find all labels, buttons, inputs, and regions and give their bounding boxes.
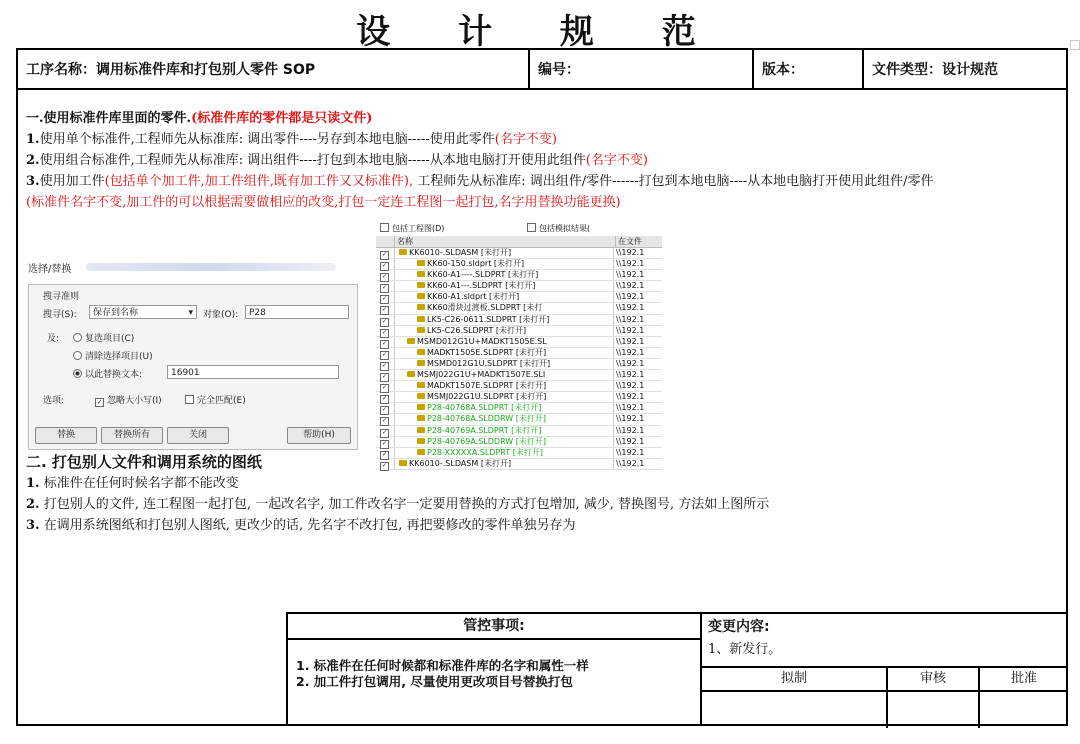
change-title: 变更内容: — [708, 619, 770, 635]
row-path: \\192.1 — [616, 314, 645, 324]
check-icon: ✓ — [96, 398, 103, 406]
row-name — [395, 248, 614, 258]
row-checkbox[interactable] — [376, 426, 395, 436]
table-row[interactable] — [376, 270, 662, 281]
part-icon — [417, 271, 425, 277]
row-name — [395, 348, 614, 358]
row-name — [395, 392, 614, 402]
row-name — [395, 281, 614, 291]
s1-item-3-note: (包括单个加工件,加工件组件,既有加工件又又标准件), — [104, 174, 414, 189]
control-title: 管控事项: — [288, 614, 700, 640]
row-name — [395, 414, 614, 424]
row-checkbox[interactable] — [376, 381, 395, 391]
row-name-text: P28-40768A.SLDDRW [未打开] — [427, 414, 546, 424]
pack-file-list-screenshot — [376, 222, 662, 469]
s2-item-1-num: 1. — [26, 476, 40, 491]
row-path: \\192.1 — [616, 259, 645, 269]
row-path: \\192.1 — [616, 447, 645, 457]
row-path: \\192.1 — [616, 425, 645, 435]
search-select-value: 保存到名称 — [93, 308, 139, 318]
part-icon — [399, 249, 407, 255]
part-icon — [417, 404, 425, 410]
doc-version: 版本： — [754, 50, 864, 88]
row-name — [395, 337, 614, 347]
s1-item-2 — [26, 150, 1060, 171]
part-icon — [417, 282, 425, 288]
table-row[interactable] — [376, 414, 662, 425]
chevron-down-icon: ▾ — [188, 308, 193, 318]
row-path: \\192.1 — [616, 358, 645, 368]
radio-checked-icon — [73, 369, 82, 378]
row-checkbox[interactable] — [376, 392, 395, 402]
dialog-caption: 选择/替换 — [28, 264, 72, 275]
s1-item-1-note: (名字不变) — [494, 132, 557, 147]
row-checkbox[interactable] — [376, 259, 395, 269]
row-checkbox[interactable] — [376, 303, 395, 313]
s2-item-2-text: 打包别人的文件, 连工程图一起打包, 一起改名字, 加工件改名字一定要用替换的方式打包增加, 减少, 替换图号, 方法如上图所示 — [39, 497, 770, 512]
check-icon: ✓ — [381, 306, 388, 314]
part-icon — [417, 349, 425, 355]
s2-item-1-text: 标准件在任何时候名字都不能改变 — [39, 476, 239, 491]
change-value: 1、新发行。 — [708, 642, 782, 657]
part-icon — [417, 327, 425, 333]
check-icon: ✓ — [381, 251, 388, 258]
check-icon: ✓ — [381, 328, 388, 336]
row-name — [395, 381, 614, 391]
signature-grid — [702, 666, 1068, 728]
table-row[interactable] — [376, 259, 662, 270]
ignore-case-label: 忽略大小写(I) — [107, 396, 162, 406]
row-name-text: KK60-150.sldprt [未打开] — [427, 259, 525, 269]
table-row[interactable] — [376, 326, 662, 337]
row-name-text: KK6010-.SLDASM [未打开] — [409, 458, 512, 468]
row-checkbox[interactable] — [376, 315, 395, 325]
part-icon — [417, 427, 425, 433]
s1-item-1-num: 1. — [26, 132, 40, 147]
replace-button[interactable]: 替换 — [35, 427, 97, 444]
draft-label: 拟制 — [702, 668, 888, 690]
s1-item-1 — [26, 129, 1060, 150]
check-icon: ✓ — [381, 373, 388, 381]
row-name-text: MSMD012G1U.SLDPRT [未打开] — [427, 358, 551, 368]
part-icon — [417, 316, 425, 322]
corner-mark — [1070, 40, 1080, 50]
row-name — [395, 370, 614, 380]
row-name — [395, 326, 614, 336]
include-drawings-label: 包括工程图(D) — [392, 224, 445, 233]
s2-item-1 — [26, 473, 1060, 494]
table-row[interactable] — [376, 403, 662, 414]
replace-all-button[interactable]: 替换所有 — [101, 427, 163, 444]
row-name-text: MSMJ022G1U+MADKT1507E.SLI — [417, 370, 546, 380]
radio-icon — [73, 351, 82, 360]
row-name-text: KK6010-.SLDASM [未打开] — [409, 248, 512, 257]
row-checkbox[interactable] — [376, 370, 395, 380]
table-row[interactable] — [376, 370, 662, 381]
criteria-label: 搜寻准则 — [43, 292, 80, 302]
s1-item-2-text: 使用组合标准件,工程师先从标准库: 调出组件----打包到本地电脑-----从本地电脑打开使用此组件 — [39, 153, 586, 168]
option-clear-items[interactable] — [73, 349, 153, 362]
option-replace-text[interactable] — [73, 367, 142, 380]
table-row[interactable] — [376, 315, 662, 326]
target-label: 对象(O): — [203, 310, 239, 320]
dialog-box — [28, 284, 358, 450]
section-2 — [26, 452, 1060, 536]
s2-item-3 — [26, 515, 1060, 536]
row-checkbox[interactable] — [376, 348, 395, 358]
row-path: \\192.1 — [616, 458, 645, 468]
row-name-text: LK5-C26-0611.SLDPRT [未打开] — [427, 314, 550, 324]
approve-cell — [980, 692, 1068, 728]
check-icon: ✓ — [381, 461, 388, 469]
file-list-header — [376, 236, 662, 248]
row-name — [395, 259, 614, 269]
row-path: \\192.1 — [616, 370, 645, 380]
part-icon — [417, 304, 425, 310]
row-name-text: KK60滑块过渡板.SLDPRT [未打 — [427, 303, 543, 313]
row-name-text: P28-40768A.SLDPRT [未打开] — [427, 403, 542, 413]
row-name-text: KK60-A1----.SLDPRT [未打开] — [427, 270, 539, 280]
close-button[interactable]: 关闭 — [167, 427, 229, 444]
checkbox-icon[interactable] — [527, 223, 536, 232]
row-name-text: MSMD012G1U+MADKT1505E.SL — [417, 336, 547, 346]
doc-number: 编号： — [530, 50, 754, 88]
checkbox-icon — [185, 395, 194, 404]
row-checkbox[interactable] — [376, 292, 395, 302]
col-path: 在文件 — [618, 237, 642, 246]
draft-cell — [702, 692, 888, 728]
part-icon — [417, 293, 425, 299]
row-name-text: MADKT1505E.SLDPRT [未打开] — [427, 347, 547, 357]
col-name: 名称 — [395, 236, 616, 247]
signature-body — [702, 692, 1068, 728]
search-label: 搜寻(S): — [43, 310, 77, 320]
and-label: 及: — [47, 334, 60, 344]
table-row[interactable] — [376, 281, 662, 292]
control-body — [288, 640, 700, 690]
table-row[interactable] — [376, 292, 662, 303]
row-path: \\192.1 — [616, 325, 645, 335]
section-1-title: 一.使用标准件库里面的零件. — [26, 111, 192, 126]
search-select[interactable] — [89, 305, 197, 319]
part-icon — [417, 393, 425, 399]
signature-header — [702, 668, 1068, 692]
row-path: \\192.1 — [616, 414, 645, 424]
blurred-path — [86, 263, 336, 271]
radio-icon — [73, 333, 82, 342]
section-2-heading: 二. 打包别人文件和调用系统的图纸 — [26, 453, 262, 471]
row-path: \\192.1 — [616, 303, 645, 313]
part-icon — [417, 438, 425, 444]
ignore-case-checkbox[interactable] — [95, 393, 162, 407]
table-row[interactable] — [376, 381, 662, 392]
part-icon — [407, 338, 415, 344]
row-checkbox[interactable] — [376, 403, 395, 413]
row-checkbox[interactable] — [376, 414, 395, 424]
table-row[interactable] — [376, 348, 662, 359]
file-rows — [376, 248, 662, 470]
table-row[interactable] — [376, 426, 662, 437]
row-path: \\192.1 — [616, 270, 645, 280]
checkbox-icon[interactable] — [380, 223, 389, 232]
row-name-text: KK60-A1---.SLDPRT [未打开] — [427, 281, 536, 291]
table-row[interactable] — [376, 359, 662, 370]
check-icon: ✓ — [381, 395, 388, 403]
options-label: 选项: — [43, 396, 65, 406]
check-icon: ✓ — [381, 317, 388, 325]
check-icon: ✓ — [381, 295, 388, 303]
row-name — [395, 403, 614, 413]
option-1-label: 复选项目(C) — [85, 334, 135, 344]
check-icon: ✓ — [381, 273, 388, 281]
check-icon: ✓ — [381, 428, 388, 436]
part-icon — [417, 415, 425, 421]
table-row[interactable] — [376, 337, 662, 348]
review-cell — [888, 692, 980, 728]
row-path: \\192.1 — [616, 336, 645, 346]
row-name — [395, 292, 614, 302]
row-name — [395, 426, 614, 436]
doc-type: 文件类型：设计规范 — [872, 62, 998, 78]
row-path: \\192.1 — [616, 381, 645, 391]
row-name — [395, 437, 614, 447]
row-checkbox[interactable] — [376, 359, 395, 369]
row-checkbox[interactable] — [376, 437, 395, 447]
s1-item-2-note: (名字不变) — [585, 153, 648, 168]
whole-match-label: 完全匹配(E) — [197, 396, 246, 406]
check-icon: ✓ — [381, 417, 388, 425]
replace-dialog-screenshot — [26, 260, 366, 450]
check-icon: ✓ — [381, 406, 388, 414]
option-select-items[interactable] — [73, 331, 134, 344]
row-name-text: P28-XXXXXA.SLDPRT [未打开] — [427, 447, 543, 457]
s2-item-2-num: 2. — [26, 497, 40, 512]
option-3-label: 以此替换文本: — [85, 370, 143, 380]
row-name — [395, 359, 614, 369]
s1-red-line: (标准件名字不变,加工件的可以根据需要做相应的改变,打包一定连工程图一起打包,名字用替换功能更换) — [26, 195, 621, 210]
row-name-text: P28-40769A.SLDPRT [未打开] — [427, 425, 542, 435]
check-icon: ✓ — [381, 450, 388, 458]
s1-item-3 — [26, 171, 1060, 192]
page-title: 设 计 规 范 — [356, 12, 724, 52]
check-icon: ✓ — [381, 339, 388, 347]
s1-item-3-num: 3. — [26, 174, 40, 189]
table-row[interactable] — [376, 437, 662, 448]
row-path: \\192.1 — [616, 292, 645, 302]
whole-match-checkbox[interactable] — [185, 393, 246, 406]
s2-item-3-num: 3. — [26, 518, 40, 533]
row-checkbox[interactable] — [376, 281, 395, 291]
section-1 — [26, 108, 1060, 213]
s1-item-3-text: 使用加工件 — [39, 174, 105, 189]
change-table — [700, 612, 1068, 726]
row-path: \\192.1 — [616, 248, 645, 257]
table-row[interactable] — [376, 392, 662, 403]
s1-item-3-text2: 工程师先从标准库: 调出组件/零件------打包到本地电脑----从本地电脑打开使用此组件/零件 — [413, 174, 934, 189]
s2-item-2 — [26, 494, 1060, 515]
check-icon: ✓ — [381, 361, 388, 369]
row-name-text: MADKT1507E.SLDPRT [未打开] — [427, 381, 547, 391]
row-name — [395, 270, 614, 280]
help-button[interactable]: 帮助(H) — [287, 427, 351, 444]
option-2-label: 清除选择项目(U) — [85, 352, 153, 362]
table-row[interactable] — [376, 303, 662, 314]
row-name — [395, 303, 614, 313]
control-line-2: 2. 加工件打包调用, 尽量使用更改项目号替换打包 — [296, 674, 573, 689]
file-list-options — [376, 222, 662, 236]
row-checkbox[interactable] — [376, 248, 395, 258]
section-1-note: (标准件库的零件都是只读文件) — [191, 111, 373, 126]
row-name-text: LK5-C26.SLDPRT [未打开] — [427, 325, 527, 335]
s1-item-1-text: 使用单个标准件,工程师先从标准库: 调出零件----另存到本地电脑-----使用此零件 — [39, 132, 495, 147]
control-line-1: 1. 标准件在任何时候都和标准件库的名字和属性一样 — [296, 658, 589, 673]
document-frame — [16, 48, 1068, 726]
part-icon — [417, 360, 425, 366]
control-items-table — [286, 612, 700, 726]
row-path: \\192.1 — [616, 403, 645, 413]
replace-input[interactable]: 16901 — [167, 365, 339, 379]
row-name — [395, 315, 614, 325]
check-icon: ✓ — [381, 284, 388, 292]
part-icon — [417, 260, 425, 266]
row-checkbox[interactable] — [376, 337, 395, 347]
target-input[interactable]: P28 — [245, 305, 349, 319]
row-checkbox[interactable] — [376, 270, 395, 280]
row-path: \\192.1 — [616, 392, 645, 402]
section-1-heading — [26, 108, 1060, 129]
header-row — [18, 50, 1066, 90]
row-name-text: MSMJ022G1U.SLDPRT [未打开] — [427, 392, 547, 402]
row-checkbox[interactable] — [376, 326, 395, 336]
check-icon: ✓ — [381, 350, 388, 358]
row-name-text: KK60-A1.sldprt [未打开] — [427, 292, 520, 302]
s2-item-3-text: 在调用系统图纸和打包别人图纸, 更改少的话, 先名字不改打包, 再把要修改的零件单独另存为 — [39, 518, 576, 533]
process-name: 工序名称：调用标准件库和打包别人零件 SOP — [18, 50, 530, 88]
include-sim-label: 包括模拟结果( — [538, 224, 591, 233]
row-name-text: P28-40769A.SLDDRW [未打开] — [427, 436, 546, 446]
approve-label: 批准 — [1010, 671, 1037, 686]
review-label: 审核 — [888, 668, 980, 690]
s1-item-2-num: 2. — [26, 153, 40, 168]
row-path: \\192.1 — [616, 347, 645, 357]
check-icon: ✓ — [381, 439, 388, 447]
check-icon: ✓ — [381, 262, 388, 270]
part-icon — [417, 382, 425, 388]
table-row[interactable] — [376, 248, 662, 259]
part-icon — [407, 371, 415, 377]
row-path: \\192.1 — [616, 436, 645, 446]
check-icon: ✓ — [381, 384, 388, 392]
row-path: \\192.1 — [616, 281, 645, 291]
